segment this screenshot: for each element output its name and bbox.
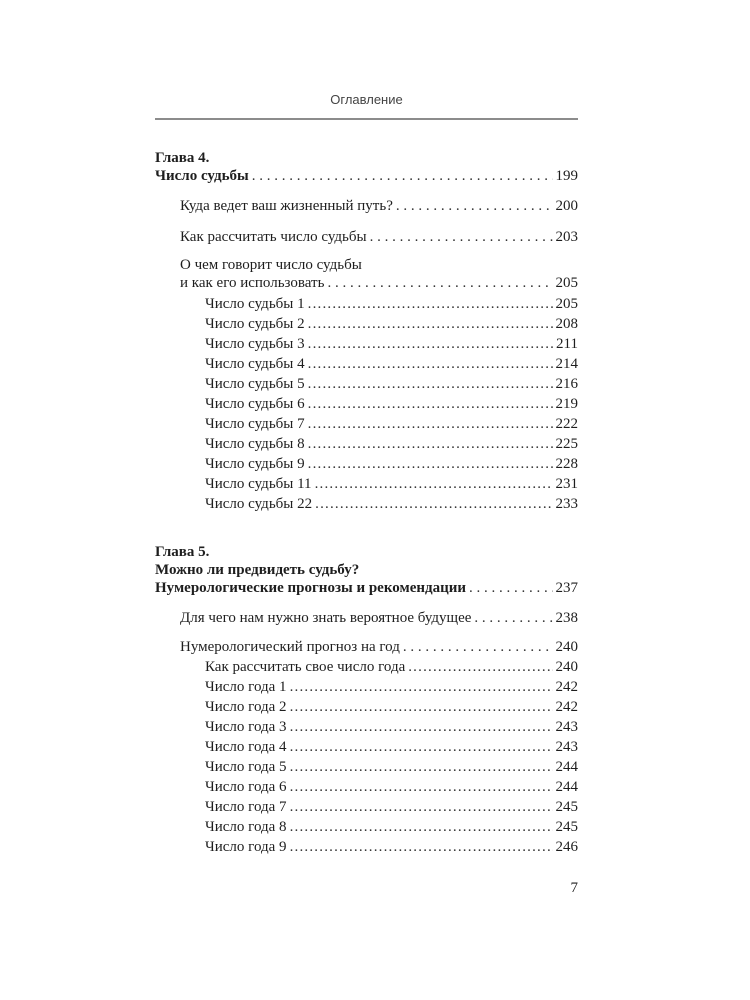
leader-dots [290, 697, 553, 717]
page-ref: 208 [555, 316, 578, 332]
leader-dots [308, 374, 553, 394]
toc-entry-item[interactable] [205, 414, 578, 434]
leader-dots [315, 494, 552, 514]
page-ref: 214 [555, 356, 578, 372]
toc-entry-item[interactable] [205, 677, 578, 697]
leader-dots [308, 394, 553, 414]
section-title: Куда ведет ваш жизненный путь? [180, 198, 393, 214]
toc-entry-section[interactable] [180, 227, 578, 247]
leader-dots [290, 677, 553, 697]
toc-entry-item[interactable] [205, 454, 578, 474]
leader-dots [290, 817, 553, 837]
leader-dots [327, 273, 552, 293]
item-title: Число года 9 [205, 839, 287, 855]
leader-dots [315, 474, 553, 494]
page-ref: 205 [555, 275, 578, 291]
page-ref: 222 [555, 416, 578, 432]
chapter-5-title-line1: Можно ли предвидеть судьбу? [155, 562, 360, 578]
item-title: Число года 3 [205, 719, 287, 735]
item-title: Число судьбы 11 [205, 476, 312, 492]
toc-entry-item[interactable] [205, 757, 578, 777]
toc-entry-item[interactable] [205, 314, 578, 334]
item-title: Число судьбы 2 [205, 316, 305, 332]
toc-entry-item[interactable] [205, 797, 578, 817]
toc-entry-item[interactable] [205, 697, 578, 717]
page-ref: 240 [555, 639, 578, 655]
leader-dots [290, 837, 553, 857]
section-title-line2: и как его использовать [180, 275, 325, 291]
page-ref: 205 [555, 296, 578, 312]
page-ref: 246 [555, 839, 578, 855]
section-title-line1: О чем говорит число судьбы [180, 257, 362, 273]
item-title: Число года 5 [205, 759, 287, 775]
leader-dots [308, 314, 553, 334]
leader-dots [308, 454, 553, 474]
section-title: Как рассчитать число судьбы [180, 229, 367, 245]
page-ref: 244 [555, 759, 578, 775]
leader-dots [408, 657, 552, 677]
page-ref: 238 [555, 610, 578, 626]
header-rule [155, 118, 578, 120]
page-ref: 199 [555, 168, 578, 184]
leader-dots [290, 737, 553, 757]
toc-entry-section[interactable] [180, 608, 578, 628]
item-title: Число судьбы 7 [205, 416, 305, 432]
toc-entry-item[interactable] [205, 737, 578, 757]
page-ref: 240 [555, 659, 578, 675]
page-ref: 245 [555, 819, 578, 835]
page-ref: 203 [555, 229, 578, 245]
section-title: Нумерологический прогноз на год [180, 639, 400, 655]
chapter-5-title-line2: Нумерологические прогнозы и рекомендации [155, 580, 467, 596]
toc-entry-section[interactable] [180, 637, 578, 657]
leader-dots [290, 777, 553, 797]
page-ref: 244 [555, 779, 578, 795]
leader-dots [252, 166, 553, 186]
leader-dots [469, 578, 552, 598]
leader-dots [308, 334, 553, 354]
leader-dots [290, 757, 553, 777]
page-ref: 242 [555, 679, 578, 695]
toc-entry-item[interactable] [205, 474, 578, 494]
page-ref: 200 [555, 198, 578, 214]
item-title: Число года 2 [205, 699, 287, 715]
item-title: Число года 4 [205, 739, 287, 755]
page-ref: 243 [555, 739, 578, 755]
page-ref: 219 [555, 396, 578, 412]
toc-entry-chapter-4[interactable] [155, 166, 578, 186]
leader-dots [370, 227, 553, 247]
page-ref: 233 [555, 496, 578, 512]
toc-entry-item[interactable] [205, 777, 578, 797]
toc-entry-item[interactable] [205, 294, 578, 314]
item-title: Число судьбы 1 [205, 296, 305, 312]
leader-dots [290, 797, 553, 817]
item-title: Число судьбы 9 [205, 456, 305, 472]
chapter-4-label: Глава 4. [155, 150, 210, 166]
toc-entry-chapter-5[interactable] [155, 578, 578, 598]
item-title: Число судьбы 3 [205, 336, 305, 352]
chapter-4-title: Число судьбы [155, 168, 249, 184]
item-title: Число года 6 [205, 779, 287, 795]
leader-dots [403, 637, 553, 657]
item-title: Число судьбы 4 [205, 356, 305, 372]
page-ref: 211 [556, 336, 578, 352]
page-ref: 243 [555, 719, 578, 735]
section-title: Для чего нам нужно знать вероятное будущее [180, 610, 472, 626]
toc-entry-section[interactable] [180, 273, 578, 293]
page-ref: 228 [555, 456, 578, 472]
toc-entry-item[interactable] [205, 817, 578, 837]
leader-dots [308, 354, 553, 374]
toc-entry-item[interactable] [205, 494, 578, 514]
toc-entry-item[interactable] [205, 717, 578, 737]
leader-dots [308, 434, 553, 454]
item-title: Число судьбы 5 [205, 376, 305, 392]
toc-entry-item[interactable] [205, 354, 578, 374]
page-number: 7 [570, 880, 578, 896]
item-title: Число судьбы 22 [205, 496, 313, 512]
page-ref: 231 [555, 476, 578, 492]
page-ref: 245 [555, 799, 578, 815]
page-ref: 242 [555, 699, 578, 715]
leader-dots [290, 717, 553, 737]
page-ref: 225 [555, 436, 578, 452]
running-header: Оглавление [330, 92, 403, 107]
item-title: Как рассчитать свое число года [205, 659, 406, 675]
item-title: Число года 7 [205, 799, 287, 815]
leader-dots [308, 414, 553, 434]
page-ref: 237 [555, 580, 578, 596]
toc-entry-item[interactable] [205, 374, 578, 394]
item-title: Число года 8 [205, 819, 287, 835]
page-ref: 216 [555, 376, 578, 392]
item-title: Число судьбы 8 [205, 436, 305, 452]
chapter-5-label: Глава 5. [155, 544, 210, 560]
toc-entry-item[interactable] [205, 334, 578, 354]
toc-entry-item[interactable] [205, 837, 578, 857]
leader-dots [396, 196, 553, 216]
leader-dots [474, 608, 552, 628]
toc-entry-item[interactable] [205, 434, 578, 454]
item-title: Число судьбы 6 [205, 396, 305, 412]
toc-entry-item[interactable] [205, 657, 578, 677]
leader-dots [308, 294, 553, 314]
item-title: Число года 1 [205, 679, 287, 695]
toc-entry-section[interactable] [180, 196, 578, 216]
toc-entry-item[interactable] [205, 394, 578, 414]
